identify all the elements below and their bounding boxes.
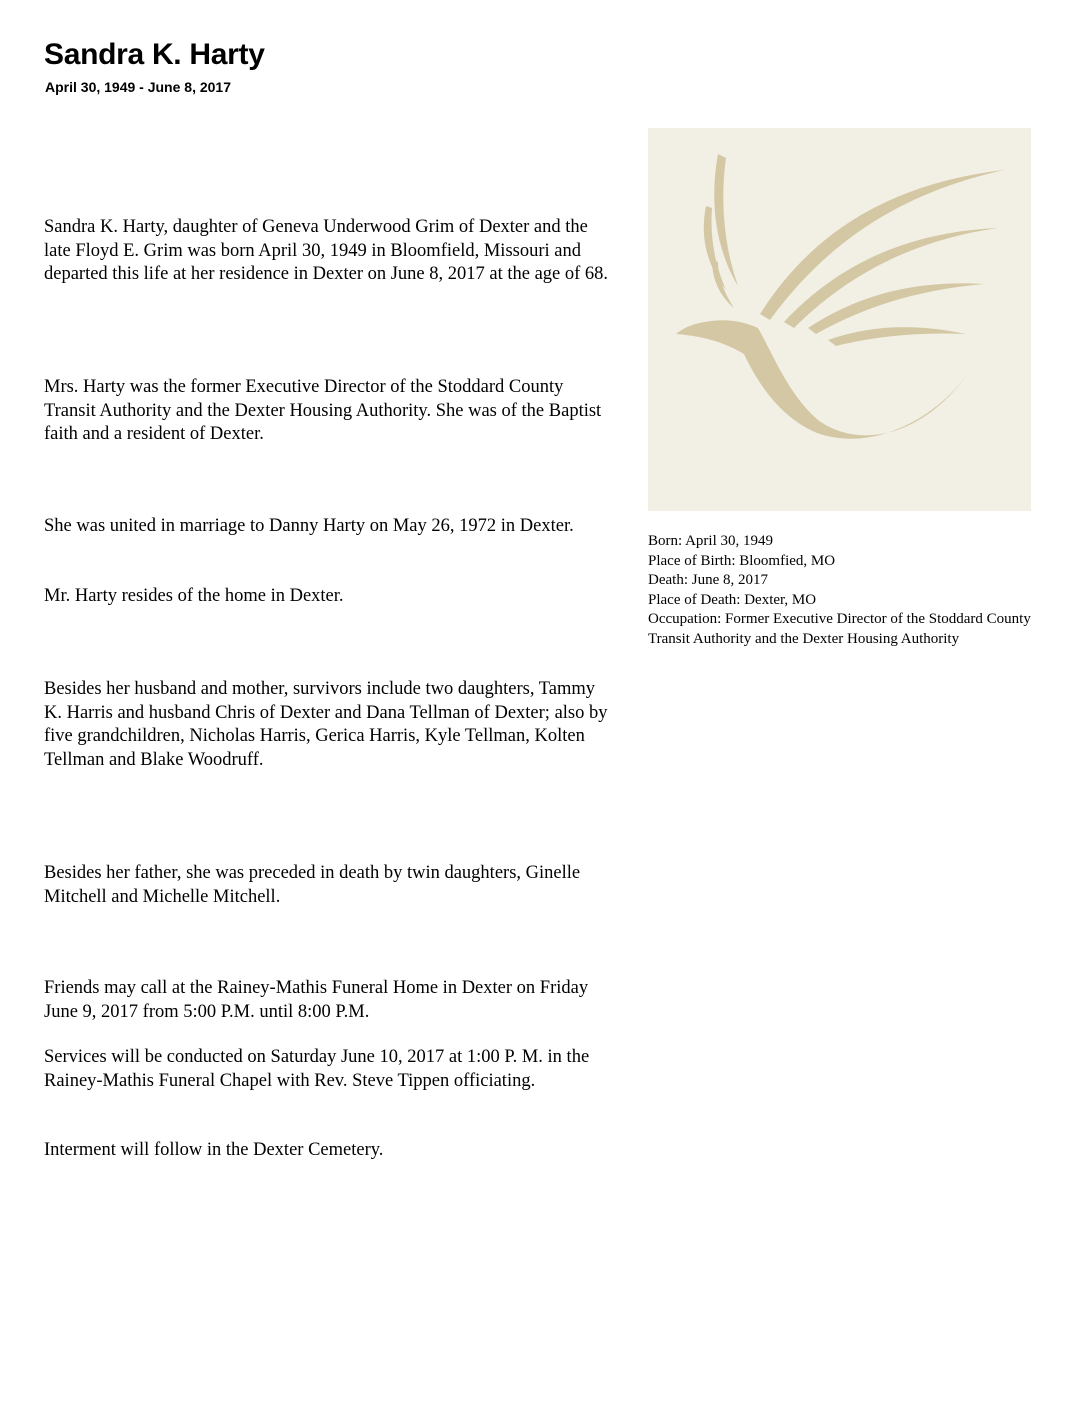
obituary-paragraph-husband: Mr. Harty resides of the home in Dexter. (44, 586, 344, 606)
obituary-paragraph-birth: Sandra K. Harty, daughter of Geneva Underwood Grim of Dexter and the late Floyd E. Grim was born April 30, 1949 in Bloomfield, Missouri and departed this life at her residence in Dexter on June 8, 2017 at the age of 68. (44, 217, 609, 284)
fact-born: Born: April 30, 1949 (648, 533, 774, 549)
fact-place-of-birth: Place of Birth: Bloomfied, MO (648, 552, 836, 569)
dove-icon (648, 128, 1031, 511)
obituary-paragraph-preceded: Besides her father, she was preceded in death by twin daughters, Ginelle Mitchell and Michelle Mitchell. (44, 863, 581, 907)
fact-place-of-death: Place of Death: Dexter, MO (648, 591, 817, 608)
obituary-paragraph-interment: Interment will follow in the Dexter Cemetery. (44, 1140, 384, 1160)
obituary-paragraph-survivors: Besides her husband and mother, survivors include two daughters, Tammy K. Harris and husband Chris of Dexter and Dana Tellman of Dexter; also by five grandchildren, Nicholas Harris, Gerica Harris, Kyle Tellman, Kolten Tellman and Blake Woodruff. (44, 679, 608, 770)
obituary-paragraph-visitation: Friends may call at the Rainey-Mathis Funeral Home in Dexter on Friday June 9, 2017 from 5:00 P.M. until 8:00 P.M. (44, 978, 589, 1022)
memorial-photo (648, 128, 1031, 511)
fact-death: Death: June 8, 2017 (648, 572, 768, 589)
fact-list (648, 532, 1058, 650)
page-title: Sandra K. Harty (44, 38, 265, 71)
life-dates: April 30, 1949 - June 8, 2017 (45, 79, 231, 95)
obituary-paragraph-career: Mrs. Harty was the former Executive Director of the Stoddard County Transit Authority and the Dexter Housing Authority. She was of the Baptist faith and a resident of Dexter. (44, 377, 602, 444)
obituary-paragraph-marriage: She was united in marriage to Danny Harty on May 26, 1972 in Dexter. (44, 516, 574, 536)
obituary-paragraph-services: Services will be conducted on Saturday June 10, 2017 at 1:00 P. M. in the Rainey-Mathis Funeral Chapel with Rev. Steve Tippen officiating. (44, 1047, 590, 1091)
fact-occupation: Occupation: Former Executive Director of the Stoddard County Transit Authority and the Dexter Housing Authority (648, 611, 1031, 647)
